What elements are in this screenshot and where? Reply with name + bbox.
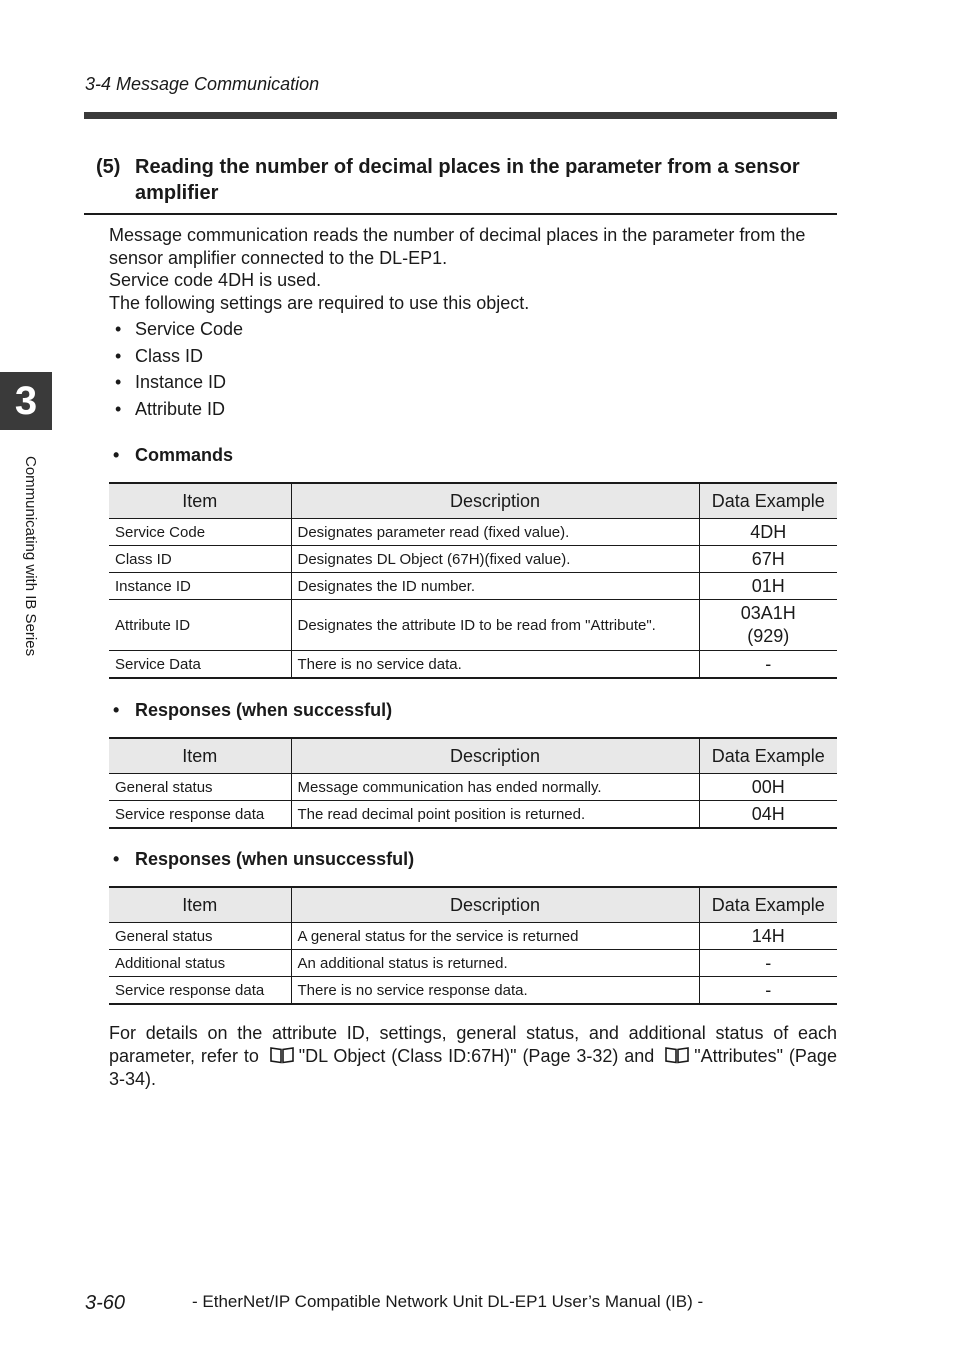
list-item-label: Instance ID (135, 372, 227, 392)
table-header-row (109, 483, 837, 519)
intro-paragraph: Message communication reads the number of decimal places in the parameter from the sensor amplifier connected to the DL-EP1. (109, 225, 806, 268)
bullet-icon: • (113, 445, 120, 465)
cell-example-line: (929) (747, 626, 790, 646)
column-header-description: Description (291, 887, 699, 923)
cell-description: Designates the attribute ID to be read from "Attribute". (291, 600, 699, 651)
section-title-text: Reading the number of decimal places in the parameter from a sensor amplifier (135, 156, 800, 204)
list-item (115, 316, 243, 343)
column-header-description: Description (291, 483, 699, 519)
list-item (115, 343, 243, 370)
cell-item: Class ID (109, 546, 291, 573)
cell-description: There is no service response data. (291, 977, 699, 1005)
responses-fail-table (109, 886, 837, 1005)
table-row (109, 977, 837, 1005)
book-icon (269, 1046, 295, 1064)
cell-description: Message communication has ended normally. (291, 774, 699, 801)
table-row (109, 651, 837, 679)
bullet-icon: • (115, 398, 122, 419)
cell-example: 4DH (699, 519, 837, 546)
list-item-label: Attribute ID (135, 398, 226, 419)
commands-heading: • Commands (113, 445, 234, 465)
reference-link[interactable]: "Attributes" (Page 3-34). (109, 1046, 837, 1089)
closing-text: For details on the attribute ID, settings, general status, and additional status of each parameter, refer to (109, 1023, 837, 1066)
cell-description: The read decimal point position is returned. (291, 801, 699, 829)
cell-item: Attribute ID (109, 600, 291, 651)
cell-example: 01H (699, 573, 837, 600)
cell-example: 67H (699, 546, 837, 573)
cell-example: - (699, 950, 837, 977)
cell-item: Service response data (109, 801, 291, 829)
table-row (109, 546, 837, 573)
bullet-icon: • (115, 345, 122, 366)
column-header-description: Description (291, 738, 699, 774)
intro-paragraph: Service code 4DH is used. (109, 270, 322, 290)
list-item (115, 396, 243, 423)
intro-paragraph: The following settings are required to use this object. (109, 292, 530, 313)
column-header-example: Data Example (699, 738, 837, 774)
cell-description: Designates parameter read (fixed value). (291, 519, 699, 546)
cell-example: 14H (699, 923, 837, 950)
page-number: 3-60 (85, 1292, 126, 1314)
closing-paragraph (109, 1022, 837, 1091)
responses-success-table (109, 737, 837, 829)
cell-item: Instance ID (109, 573, 291, 600)
cell-item: Additional status (109, 950, 291, 977)
table-header-row (109, 738, 837, 774)
cell-example: - (699, 651, 837, 679)
cell-example (699, 600, 837, 651)
column-header-item: Item (109, 738, 291, 774)
bullet-icon: • (115, 319, 122, 339)
chapter-tab: 3 (0, 372, 52, 430)
table-row (109, 923, 837, 950)
list-item-label: Service Code (135, 319, 244, 339)
column-header-example: Data Example (699, 483, 837, 519)
table-row (109, 950, 837, 977)
responses-success-heading: • Responses (when successful) (113, 700, 393, 720)
cell-description: Designates DL Object (67H)(fixed value). (291, 546, 699, 573)
table-header-row (109, 887, 837, 923)
cell-description: An additional status is returned. (291, 950, 699, 977)
cell-item: Service Data (109, 651, 291, 679)
list-item (115, 369, 243, 396)
cell-description: A general status for the service is returned (291, 923, 699, 950)
responses-fail-heading: • Responses (when unsuccessful) (113, 849, 415, 869)
table-row (109, 573, 837, 600)
chapter-side-label: Communicating with IB Series (22, 456, 39, 657)
table-row (109, 600, 837, 651)
bullet-icon: • (113, 700, 120, 720)
column-header-example: Data Example (699, 887, 837, 923)
cell-item: Service Code (109, 519, 291, 546)
section-title (96, 154, 816, 206)
closing-text: and (624, 1046, 655, 1066)
cell-example-line: 03A1H (740, 603, 796, 623)
cell-item: Service response data (109, 977, 291, 1005)
bullet-icon: • (115, 372, 122, 392)
cell-item: General status (109, 923, 291, 950)
cell-example: - (699, 977, 837, 1005)
cell-example: 00H (699, 774, 837, 801)
settings-list (115, 316, 243, 422)
table-row (109, 801, 837, 829)
header-bar (84, 112, 837, 119)
title-rule (84, 213, 837, 215)
reference-link[interactable]: "DL Object (Class ID:67H)" (Page 3-32) (298, 1046, 619, 1066)
cell-example: 04H (699, 801, 837, 829)
running-header: 3-4 Message Communication (85, 74, 320, 94)
table-row (109, 774, 837, 801)
bullet-icon: • (113, 849, 120, 869)
book-icon (664, 1046, 690, 1064)
cell-description: There is no service data. (291, 651, 699, 679)
commands-table (109, 482, 837, 679)
footer-title: - EtherNet/IP Compatible Network Unit DL-EP1 User’s Manual (IB) - (192, 1292, 704, 1311)
column-header-item: Item (109, 483, 291, 519)
section-number: (5) (96, 156, 121, 178)
column-header-item: Item (109, 887, 291, 923)
list-item-label: Class ID (135, 345, 204, 366)
intro-text (109, 224, 837, 314)
table-row (109, 519, 837, 546)
cell-description: Designates the ID number. (291, 573, 699, 600)
cell-item: General status (109, 774, 291, 801)
